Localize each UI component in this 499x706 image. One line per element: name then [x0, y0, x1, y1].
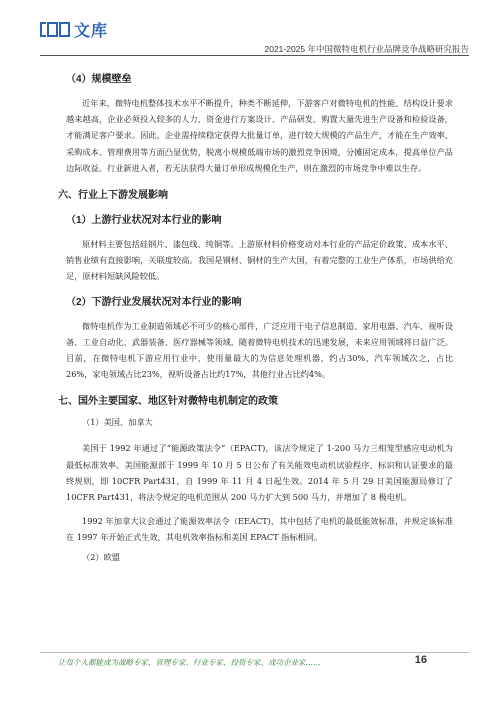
- label-eu: （2）欧盟: [82, 551, 120, 562]
- heading-section-six: 六、行业上下游发展影响: [58, 190, 168, 202]
- logo-icon: [40, 22, 70, 37]
- page-header: [0, 0, 499, 54]
- heading-section-seven: 七、国外主要国家、地区针对微特电机制定的政策: [58, 396, 278, 408]
- paragraph-us-policy: 美国于 1992 年通过了“能源政策法令”（EPACT)，该法令规定了 1-200 马力三相笼型感应电动机为最低标准效率。美国能源部于 1999 年 10 月 5 日公布了有关能效电动机试验程序、标识和认证要求的最终规则，即 10CFR Part431，自 1999 年 11 月 4 日起生效。2014 年 5 月 29 日美国能源局修订了 10CFR Part431，将法令规定的电机范围从 200 马力扩大到 500 马力，并增加了 8 极电机。: [66, 443, 453, 503]
- paragraph-upstream: 原材料主要包括硅钢片、漆包线、纯铜等。上游原材料价格变动对本行业的产品定价政策、成本水平、销售业绩有直接影响，关联度较高。我国是钢材、铜材的生产大国，有着完整的工业生产体系，市场供给充足，原材料短缺风险较低。: [66, 239, 453, 282]
- heading-upstream: （1）上游行业状况对本行业的影响: [66, 215, 222, 227]
- heading-scale-barrier: （4）规模壁垒: [66, 74, 132, 85]
- heading-downstream: （2）下游行业发展状况对本行业的影响: [66, 296, 242, 308]
- label-us-canada: （1）美国、加拿大: [82, 417, 153, 428]
- paragraph-canada-policy: 1992 年加拿大议会通过了能源效率法令（EEACT)，其中包括了电机的最低能效标准，并规定该标准在 1997 年开始正式生效，其电机效率指标和美国 EPACT 指标相同。: [66, 516, 453, 543]
- footer-divider: [40, 652, 469, 653]
- footer-slogan: 让每个人都能成为战略专家、管理专家、行业专家、投资专家、成功企业家……: [58, 658, 321, 667]
- paragraph-scale-barrier: 近年来，微特电机整体技术水平不断提升，种类不断延伸，下游客户对微特电机的性能、结构设计要求越来越高，企业必须投入较多的人力、资金进行方案设计、产品研发、购置大量先进生产设备和检验设备，才能满足客户要求。因此，企业需持续稳定获得大批量订单，进行较大规模的产品生产，才能在生产效率、采购成本、管理费用等方面凸显优势，脱离小规模低端市场的激烈竞争困境，分摊固定成本，提高单位产品边际收益。行业新进入者，若无法获得大量订单形成规模化生产，则在激烈的市场竞争中难以生存。: [66, 98, 453, 173]
- header-divider: [40, 55, 469, 56]
- document-title: 2021-2025 年中国微特电机行业品牌竞争战略研究报告: [264, 44, 469, 54]
- paragraph-downstream: 微特电机作为工业制造领域必不可少的核心部件，广泛应用于电子信息制造、家用电器、汽车、视听设备、工业自动化、武器装备、医疗器械等领域，随着微特电机技术的迅速发展，未来应用领域将日益广泛。目前，在微特电机下游应用行业中，使用量最大的为信息处理机器，约占30%，汽车领域次之，占比26%，家电领域占比23%，视听设备占比约17%，其他行业占比约4%。: [66, 320, 453, 380]
- page-content: [58, 62, 453, 575]
- page-number: 16: [414, 654, 427, 666]
- logo: [40, 18, 108, 41]
- logo-text: 文库: [74, 23, 109, 40]
